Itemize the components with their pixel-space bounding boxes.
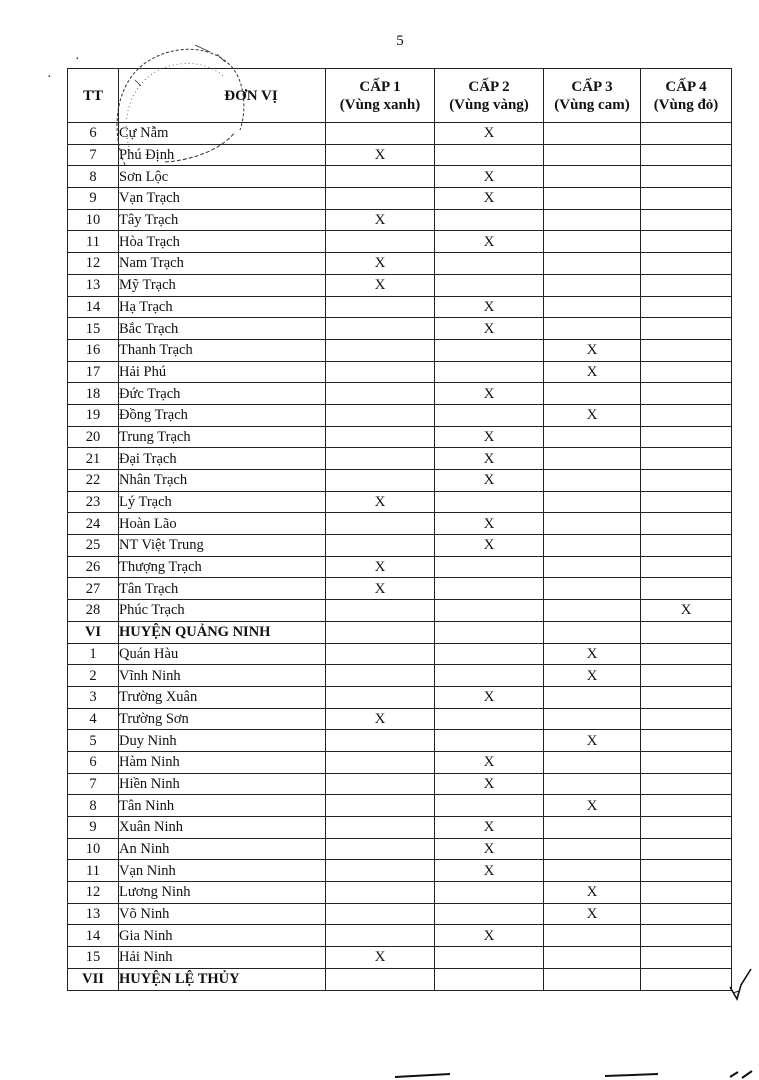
level-3-cell: [544, 253, 641, 275]
level-1-cell: X: [326, 274, 435, 296]
level-2-cell: X: [435, 686, 544, 708]
level-2-cell: [435, 730, 544, 752]
section-row: [68, 968, 732, 990]
level-2-cell: X: [435, 296, 544, 318]
table-row: [68, 817, 732, 839]
level-1-cell: [326, 318, 435, 340]
row-unit-name: Hải Ninh: [119, 947, 326, 969]
level-2-cell: X: [435, 426, 544, 448]
level-2-cell: [435, 708, 544, 730]
table-row: [68, 686, 732, 708]
row-unit-name: Thượng Trạch: [119, 556, 326, 578]
level-2-cell: [435, 600, 544, 622]
level-3-cell: [544, 231, 641, 253]
level-1-cell: X: [326, 144, 435, 166]
level-1-cell: [326, 426, 435, 448]
level-1-cell: [326, 730, 435, 752]
row-tt: 15: [68, 318, 119, 340]
level-4-cell: [641, 361, 732, 383]
row-unit-name: Lương Ninh: [119, 882, 326, 904]
level-3-cell: X: [544, 339, 641, 361]
table-row: [68, 274, 732, 296]
row-tt: 28: [68, 600, 119, 622]
level-3-cell: X: [544, 643, 641, 665]
level-2-cell: X: [435, 231, 544, 253]
row-unit-name: Xuân Ninh: [119, 817, 326, 839]
level-1-cell: [326, 860, 435, 882]
level-4-cell: [641, 448, 732, 470]
level-2-cell: X: [435, 838, 544, 860]
level-2-cell: X: [435, 751, 544, 773]
level-2-cell: [435, 882, 544, 904]
level-2-cell: [435, 947, 544, 969]
level-3-cell: [544, 274, 641, 296]
row-unit-name: Hạ Trạch: [119, 296, 326, 318]
level-4-cell: [641, 404, 732, 426]
level-4-cell: [641, 144, 732, 166]
level-4-cell: [641, 231, 732, 253]
table-row: [68, 556, 732, 578]
level-2-cell: [435, 643, 544, 665]
table-row: [68, 448, 732, 470]
header-cap2: CẤP 2 (Vùng vàng): [435, 69, 544, 123]
level-4-cell: [641, 838, 732, 860]
row-unit-name: Tây Trạch: [119, 209, 326, 231]
table-row: [68, 426, 732, 448]
row-tt: 6: [68, 751, 119, 773]
level-3-cell: X: [544, 730, 641, 752]
level-1-cell: [326, 968, 435, 990]
level-1-cell: [326, 600, 435, 622]
level-2-cell: [435, 253, 544, 275]
table-row: [68, 882, 732, 904]
level-3-cell: [544, 817, 641, 839]
level-3-cell: [544, 686, 641, 708]
level-2-cell: [435, 795, 544, 817]
level-4-cell: [641, 860, 732, 882]
level-4-cell: [641, 513, 732, 535]
level-3-cell: [544, 166, 641, 188]
level-4-cell: [641, 621, 732, 643]
level-1-cell: [326, 383, 435, 405]
table-row: [68, 253, 732, 275]
table-row: [68, 404, 732, 426]
row-unit-name: Vĩnh Ninh: [119, 665, 326, 687]
row-unit-name: HUYỆN LỆ THỦY: [119, 968, 326, 990]
row-tt: 25: [68, 535, 119, 557]
row-unit-name: Đồng Trạch: [119, 404, 326, 426]
level-4-cell: [641, 535, 732, 557]
table-row: [68, 318, 732, 340]
level-1-cell: [326, 838, 435, 860]
row-tt: 24: [68, 513, 119, 535]
level-1-cell: [326, 925, 435, 947]
row-tt: 20: [68, 426, 119, 448]
level-4-cell: [641, 556, 732, 578]
table-row: [68, 383, 732, 405]
level-2-cell: [435, 968, 544, 990]
table-row: [68, 751, 732, 773]
header-cap4: CẤP 4 (Vùng đỏ): [641, 69, 732, 123]
header-cap3: CẤP 3 (Vùng cam): [544, 69, 641, 123]
level-3-cell: [544, 144, 641, 166]
level-4-cell: [641, 274, 732, 296]
level-4-cell: [641, 795, 732, 817]
level-3-cell: X: [544, 361, 641, 383]
level-3-cell: [544, 860, 641, 882]
row-tt: 16: [68, 339, 119, 361]
level-3-cell: [544, 383, 641, 405]
level-1-cell: [326, 751, 435, 773]
level-1-cell: [326, 643, 435, 665]
level-4-cell: [641, 296, 732, 318]
row-unit-name: Hoàn Lão: [119, 513, 326, 535]
level-4-cell: [641, 882, 732, 904]
level-1-cell: [326, 448, 435, 470]
row-tt: 11: [68, 860, 119, 882]
level-3-cell: [544, 123, 641, 145]
level-2-cell: X: [435, 513, 544, 535]
row-tt: 18: [68, 383, 119, 405]
row-unit-name: Trung Trạch: [119, 426, 326, 448]
level-2-cell: [435, 621, 544, 643]
level-3-cell: [544, 621, 641, 643]
level-1-cell: X: [326, 491, 435, 513]
level-2-cell: X: [435, 535, 544, 557]
table-row: [68, 860, 732, 882]
row-tt: 6: [68, 123, 119, 145]
level-3-cell: [544, 968, 641, 990]
level-1-cell: [326, 188, 435, 210]
table-row: [68, 296, 732, 318]
page-number: 5: [396, 33, 404, 49]
level-2-cell: [435, 491, 544, 513]
level-4-cell: [641, 817, 732, 839]
row-tt: 13: [68, 903, 119, 925]
row-unit-name: Võ Ninh: [119, 903, 326, 925]
level-2-cell: X: [435, 860, 544, 882]
table-row: [68, 578, 732, 600]
row-tt: 26: [68, 556, 119, 578]
level-3-cell: [544, 209, 641, 231]
level-4-cell: [641, 947, 732, 969]
level-2-cell: [435, 556, 544, 578]
row-unit-name: Thanh Trạch: [119, 339, 326, 361]
table-row: [68, 491, 732, 513]
level-4-cell: [641, 209, 732, 231]
row-tt: 10: [68, 838, 119, 860]
row-unit-name: Hàm Ninh: [119, 751, 326, 773]
row-tt: 9: [68, 817, 119, 839]
section-row: [68, 621, 732, 643]
level-4-cell: [641, 686, 732, 708]
table-row: [68, 123, 732, 145]
row-tt: VI: [68, 621, 119, 643]
row-tt: 7: [68, 773, 119, 795]
level-3-cell: X: [544, 665, 641, 687]
row-unit-name: Quán Hàu: [119, 643, 326, 665]
level-1-cell: [326, 795, 435, 817]
level-2-cell: X: [435, 123, 544, 145]
row-unit-name: Hòa Trạch: [119, 231, 326, 253]
row-unit-name: Sơn Lộc: [119, 166, 326, 188]
level-4-cell: [641, 339, 732, 361]
table-row: [68, 773, 732, 795]
row-tt: 21: [68, 448, 119, 470]
level-4-cell: [641, 188, 732, 210]
row-tt: 11: [68, 231, 119, 253]
row-unit-name: Hiền Ninh: [119, 773, 326, 795]
level-1-cell: [326, 339, 435, 361]
table-row: [68, 535, 732, 557]
row-tt: 15: [68, 947, 119, 969]
level-1-cell: [326, 665, 435, 687]
table-row: [68, 361, 732, 383]
level-4-cell: [641, 578, 732, 600]
table-row: [68, 925, 732, 947]
table-row: [68, 600, 732, 622]
row-unit-name: Trường Sơn: [119, 708, 326, 730]
level-3-cell: [544, 947, 641, 969]
level-3-cell: [544, 838, 641, 860]
row-tt: 19: [68, 404, 119, 426]
level-4-cell: [641, 426, 732, 448]
table-row: [68, 838, 732, 860]
table-row: [68, 231, 732, 253]
row-tt: 14: [68, 296, 119, 318]
margin-dot-1: ·: [47, 70, 52, 85]
table-row: [68, 795, 732, 817]
level-1-cell: [326, 361, 435, 383]
level-3-cell: X: [544, 903, 641, 925]
row-unit-name: Cự Nẫm: [119, 123, 326, 145]
row-tt: VII: [68, 968, 119, 990]
level-4-cell: [641, 643, 732, 665]
table-row: [68, 947, 732, 969]
row-tt: 4: [68, 708, 119, 730]
table-row: [68, 708, 732, 730]
header-tt: TT: [68, 69, 119, 123]
level-1-cell: [326, 621, 435, 643]
level-3-cell: X: [544, 882, 641, 904]
row-unit-name: Vạn Trạch: [119, 188, 326, 210]
level-2-cell: [435, 361, 544, 383]
level-1-cell: [326, 903, 435, 925]
level-1-cell: [326, 773, 435, 795]
row-unit-name: Phú Định: [119, 144, 326, 166]
level-3-cell: [544, 600, 641, 622]
level-1-cell: [326, 882, 435, 904]
row-tt: 27: [68, 578, 119, 600]
level-3-cell: [544, 535, 641, 557]
row-tt: 3: [68, 686, 119, 708]
row-tt: 7: [68, 144, 119, 166]
level-2-cell: X: [435, 925, 544, 947]
level-3-cell: [544, 491, 641, 513]
row-unit-name: Trường Xuân: [119, 686, 326, 708]
table-row: [68, 513, 732, 535]
level-2-cell: [435, 339, 544, 361]
level-3-cell: [544, 318, 641, 340]
level-1-cell: [326, 470, 435, 492]
row-tt: 8: [68, 166, 119, 188]
level-4-cell: [641, 903, 732, 925]
row-tt: 9: [68, 188, 119, 210]
level-4-cell: [641, 751, 732, 773]
table-row: [68, 730, 732, 752]
level-2-cell: [435, 404, 544, 426]
row-unit-name: Nhân Trạch: [119, 470, 326, 492]
table-row: [68, 903, 732, 925]
level-1-cell: [326, 166, 435, 188]
level-2-cell: X: [435, 188, 544, 210]
row-unit-name: Tân Ninh: [119, 795, 326, 817]
level-2-cell: [435, 903, 544, 925]
level-4-cell: [641, 470, 732, 492]
level-2-cell: X: [435, 470, 544, 492]
row-unit-name: Đức Trạch: [119, 383, 326, 405]
level-2-cell: X: [435, 448, 544, 470]
level-2-cell: X: [435, 383, 544, 405]
level-3-cell: [544, 448, 641, 470]
level-2-cell: [435, 578, 544, 600]
row-unit-name: Tân Trạch: [119, 578, 326, 600]
row-unit-name: NT Việt Trung: [119, 535, 326, 557]
row-tt: 12: [68, 882, 119, 904]
row-tt: 17: [68, 361, 119, 383]
level-3-cell: [544, 773, 641, 795]
level-3-cell: X: [544, 404, 641, 426]
level-2-cell: X: [435, 773, 544, 795]
table-row: [68, 166, 732, 188]
table-row: [68, 144, 732, 166]
row-tt: 23: [68, 491, 119, 513]
row-unit-name: Phúc Trạch: [119, 600, 326, 622]
level-4-cell: [641, 968, 732, 990]
level-1-cell: [326, 231, 435, 253]
table-row: [68, 188, 732, 210]
level-1-cell: [326, 404, 435, 426]
level-1-cell: X: [326, 253, 435, 275]
level-3-cell: [544, 751, 641, 773]
level-3-cell: [544, 470, 641, 492]
level-3-cell: X: [544, 795, 641, 817]
row-tt: 12: [68, 253, 119, 275]
row-unit-name: Bắc Trạch: [119, 318, 326, 340]
level-4-cell: X: [641, 600, 732, 622]
level-4-cell: [641, 123, 732, 145]
row-unit-name: Duy Ninh: [119, 730, 326, 752]
bottom-edge-marks: [390, 1068, 759, 1080]
header-don-vi: ĐƠN VỊ: [119, 69, 326, 123]
level-3-cell: [544, 925, 641, 947]
level-2-cell: [435, 209, 544, 231]
row-unit-name: Hải Phú: [119, 361, 326, 383]
level-4-cell: [641, 166, 732, 188]
level-4-cell: [641, 665, 732, 687]
row-tt: 13: [68, 274, 119, 296]
level-1-cell: X: [326, 947, 435, 969]
level-2-cell: X: [435, 817, 544, 839]
level-1-cell: [326, 513, 435, 535]
level-2-cell: [435, 665, 544, 687]
level-3-cell: [544, 296, 641, 318]
level-4-cell: [641, 491, 732, 513]
row-tt: 14: [68, 925, 119, 947]
level-3-cell: [544, 426, 641, 448]
row-unit-name: Vạn Ninh: [119, 860, 326, 882]
row-tt: 5: [68, 730, 119, 752]
level-2-cell: [435, 274, 544, 296]
level-4-cell: [641, 773, 732, 795]
level-4-cell: [641, 253, 732, 275]
level-4-cell: [641, 708, 732, 730]
header-cap1: CẤP 1 (Vùng xanh): [326, 69, 435, 123]
table-row: [68, 470, 732, 492]
level-1-cell: X: [326, 209, 435, 231]
row-unit-name: Mỹ Trạch: [119, 274, 326, 296]
row-unit-name: Lý Trạch: [119, 491, 326, 513]
level-1-cell: [326, 123, 435, 145]
row-unit-name: An Ninh: [119, 838, 326, 860]
level-4-cell: [641, 730, 732, 752]
table-row: [68, 643, 732, 665]
level-3-cell: [544, 578, 641, 600]
row-unit-name: Đại Trạch: [119, 448, 326, 470]
level-3-cell: [544, 708, 641, 730]
level-4-cell: [641, 925, 732, 947]
level-3-cell: [544, 556, 641, 578]
row-unit-name: HUYỆN QUẢNG NINH: [119, 621, 326, 643]
row-tt: 22: [68, 470, 119, 492]
level-2-cell: X: [435, 166, 544, 188]
level-1-cell: X: [326, 708, 435, 730]
table-row: [68, 209, 732, 231]
row-unit-name: Gia Ninh: [119, 925, 326, 947]
margin-dot-2: ·: [75, 52, 80, 67]
row-unit-name: Nam Trạch: [119, 253, 326, 275]
row-tt: 8: [68, 795, 119, 817]
level-4-cell: [641, 383, 732, 405]
level-3-cell: [544, 188, 641, 210]
level-1-cell: X: [326, 578, 435, 600]
level-1-cell: [326, 817, 435, 839]
signature-mark-icon: [727, 965, 755, 1005]
table-row: [68, 339, 732, 361]
table-header-row: [68, 69, 732, 123]
level-1-cell: [326, 296, 435, 318]
level-4-cell: [641, 318, 732, 340]
level-1-cell: [326, 686, 435, 708]
row-tt: 1: [68, 643, 119, 665]
zone-classification-table: [67, 68, 732, 991]
level-1-cell: [326, 535, 435, 557]
table-row: [68, 665, 732, 687]
level-2-cell: [435, 144, 544, 166]
level-1-cell: X: [326, 556, 435, 578]
level-2-cell: X: [435, 318, 544, 340]
row-tt: 10: [68, 209, 119, 231]
level-3-cell: [544, 513, 641, 535]
row-tt: 2: [68, 665, 119, 687]
